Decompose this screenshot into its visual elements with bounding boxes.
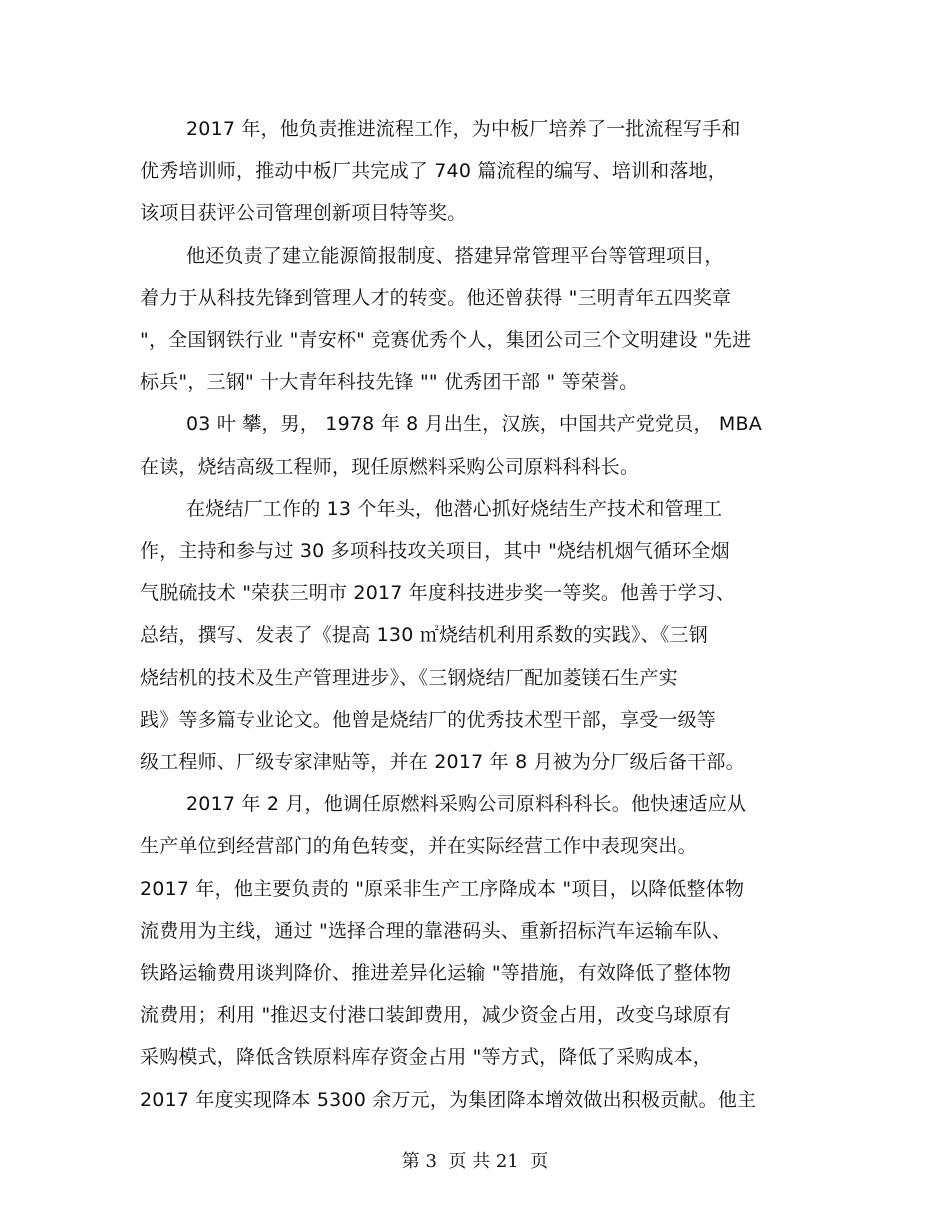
text-line: 优秀培训师，推动中板厂共完成了 740 篇流程的编写、培训和落地，	[140, 160, 727, 182]
text-line: 总结，撰写、发表了《提高 130 ㎡烧结机利用系数的实践》、《三钢	[140, 624, 708, 646]
text-line: 践》等多篇专业论文。他曾是烧结厂的优秀技术型干部，享受一级等	[140, 709, 717, 731]
text-line: 铁路运输费用谈判降价、推进差异化运输 "等措施，有效降低了整体物	[140, 962, 732, 984]
text-line: 在烧结厂工作的 13 个年头，他潜心抓好烧结生产技术和管理工	[186, 498, 723, 520]
text-line: 生产单位到经营部门的角色转变，并在实际经营工作中表现突出。	[140, 835, 697, 857]
text-line: 2017 年，他负责推进流程工作，为中板厂培养了一批流程写手和	[186, 118, 741, 140]
text-line: 作，主持和参与过 30 多项科技攻关项目，其中 "烧结机烟气循环全烟	[140, 540, 730, 562]
page-footer: 第 3 页 共 21 页	[401, 1151, 549, 1172]
text-line: 2017 年，他主要负责的 "原采非生产工序降成本 "项目，以降低整体物	[140, 878, 745, 900]
text-line: 2017 年 2 月，他调任原燃料采购公司原料科科长。他快速适应从	[186, 793, 747, 815]
text-line: 该项目获评公司管理创新项目特等奖。	[140, 202, 467, 224]
text-line: 03 叶 攀，男， 1978 年 8 月出生，汉族，中国共产党党员， MBA	[186, 413, 762, 435]
text-line: 2017 年度实现降本 5300 余万元，为集团降本增效做出积极贡献。他主	[140, 1089, 757, 1111]
text-line: "，全国钢铁行业 "青安杯" 竞赛优秀个人，集团公司三个文明建设 "先进	[140, 329, 752, 351]
text-line: 标兵"，三钢" 十大青年科技先锋 "" 优秀团干部 " 等荣誉。	[140, 371, 639, 393]
text-line: 采购模式，降低含铁原料库存资金占用 "等方式，降低了采购成本，	[140, 1046, 712, 1068]
text-line: 气脱硫技术 "荣获三明市 2017 年度科技进步奖一等奖。他善于学习、	[140, 582, 736, 604]
text-line: 在读，烧结高级工程师，现任原燃料采购公司原料科科长。	[140, 456, 640, 478]
text-line: 级工程师、厂级专家津贴等，并在 2017 年 8 月被为分厂级后备干部。	[140, 751, 745, 773]
text-line: 着力于从科技先锋到管理人才的转变。他还曾获得 "三明青年五四奖章	[140, 287, 732, 309]
text-line: 他还负责了建立能源简报制度、搭建异常管理平台等管理项目，	[186, 245, 724, 267]
text-line: 流费用；利用 "推迟支付港口装卸费用，减少资金占用，改变乌球原有	[140, 1004, 732, 1026]
text-line: 流费用为主线，通过 "选择合理的靠港码头、重新招标汽车运输车队、	[140, 920, 732, 942]
text-line: 烧结机的技术及生产管理进步》、《三钢烧结厂配加菱镁石生产实	[140, 667, 678, 689]
